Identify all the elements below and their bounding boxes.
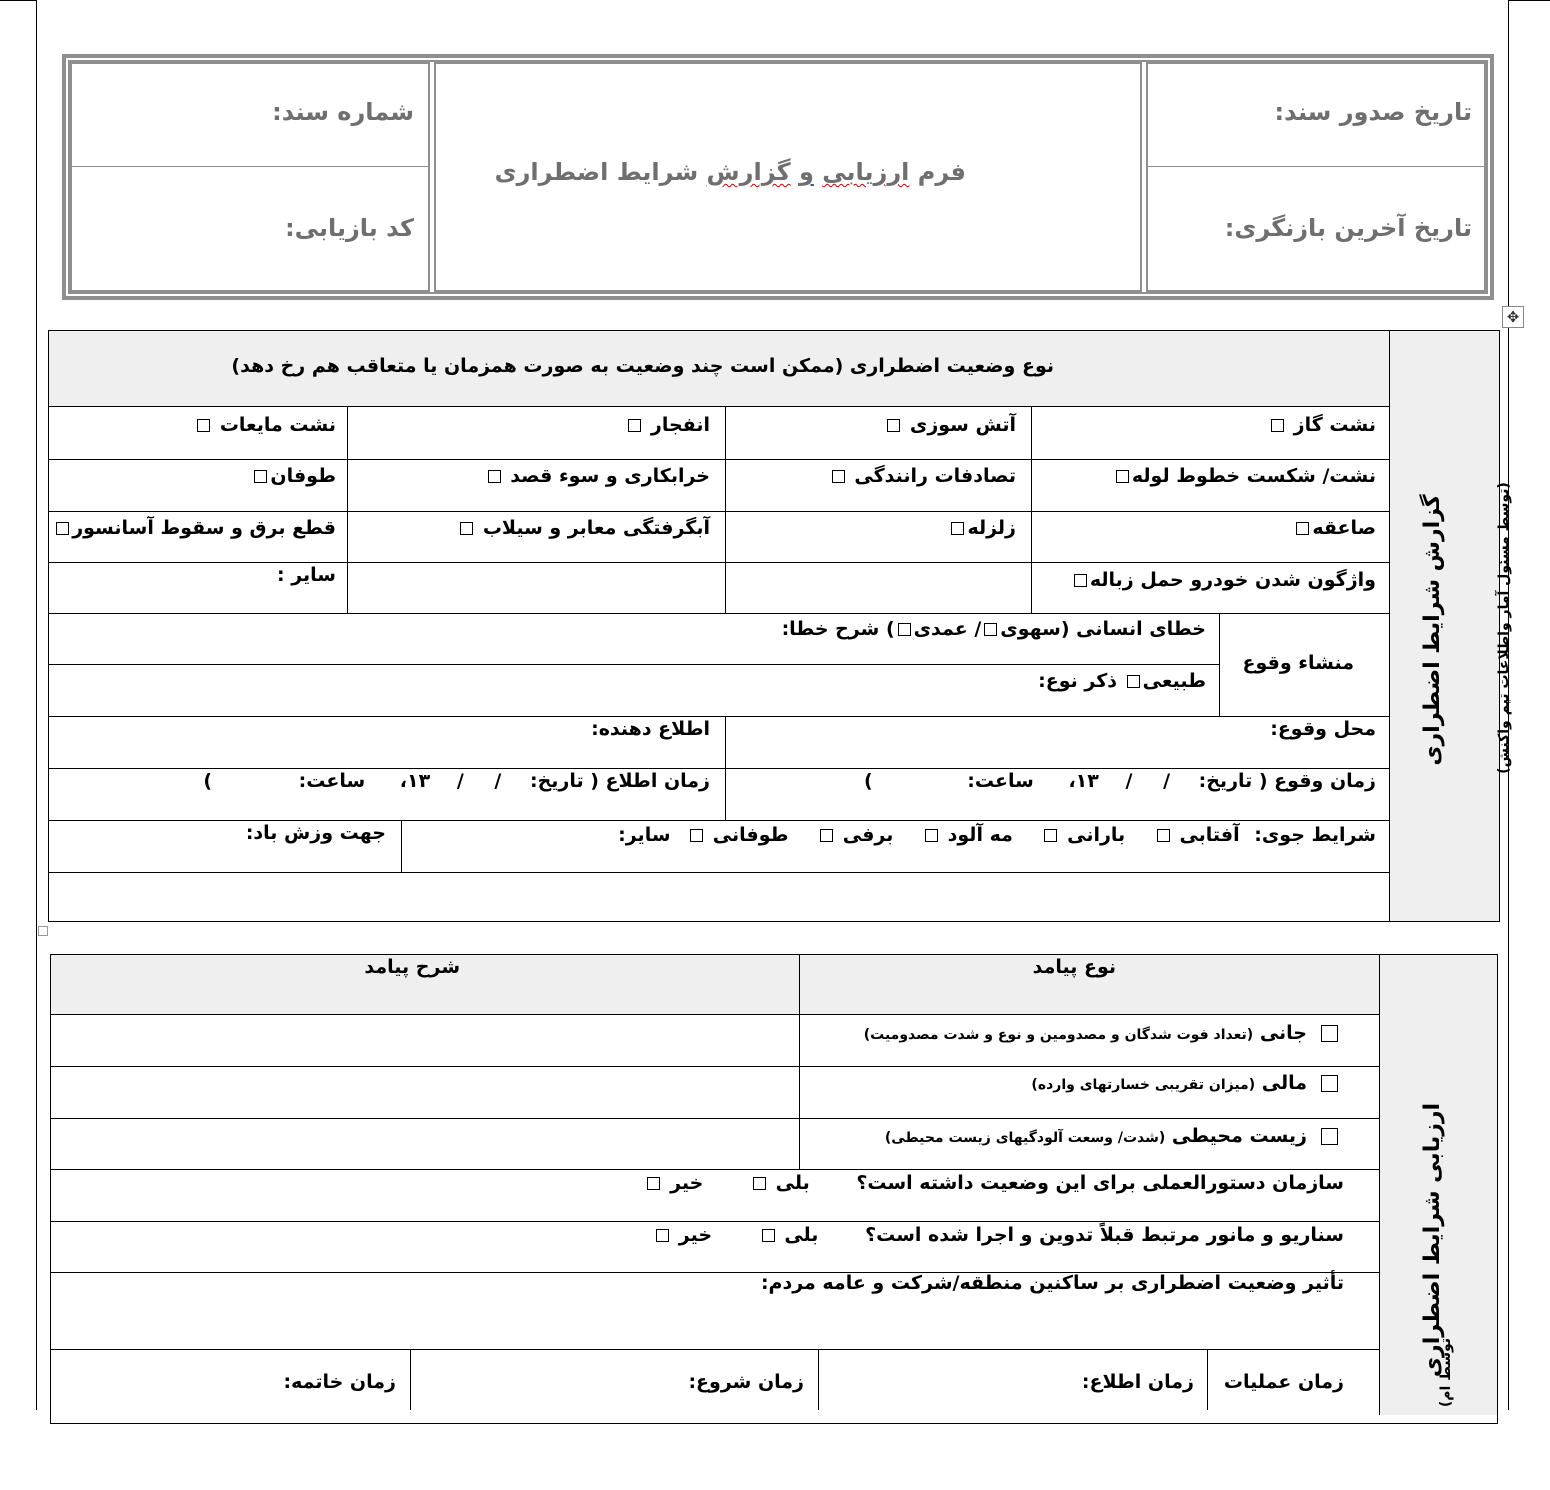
page-margin-left [36, 0, 37, 1410]
origin-label: منشاء وقوع [1242, 652, 1354, 674]
consequence-type-header: نوع پیامد [1032, 956, 1116, 978]
doc-number-label: شماره سند: [272, 98, 414, 126]
consequence-header-row [51, 955, 1379, 1015]
fire-checkbox[interactable]: آتش سوزی [884, 414, 1016, 436]
gas-leak-checkbox[interactable]: نشت گاز [1268, 414, 1376, 436]
driving-accident-checkbox[interactable]: تصادفات رانندگی [829, 465, 1016, 487]
tracking-code-label: کد بازیابی: [285, 214, 414, 242]
earthquake-checkbox[interactable]: زلزله [948, 517, 1016, 539]
notify-time-label: زمان اطلاع: [1081, 1371, 1194, 1393]
end-time-label: زمان خاتمه: [283, 1371, 396, 1393]
report-side-subtitle: (توسط مسئول آمار واطلاعات تیم واکنش) [1496, 482, 1512, 774]
assessment-side-subtitle: (توسط ام [1438, 1338, 1454, 1408]
natural-field[interactable]: طبیعی ذکر نوع: [1038, 670, 1206, 692]
location-label: محل وقوع: [1270, 718, 1376, 740]
flooding-checkbox[interactable]: آبگرفتگی معابر و سیلاب [457, 517, 710, 539]
scenario-question[interactable]: سناریو و مانور مرتبط قبلاً تدوین و اجرا شده است؟ بلی خیر [653, 1224, 1344, 1246]
liquid-leak-checkbox[interactable]: نشت مایعات [194, 414, 336, 436]
notify-time-field[interactable]: زمان اطلاع ( تاریخ: / / ۱۳، ساعت: ) [203, 770, 710, 792]
wind-direction-label: جهت وزش باد: [245, 822, 386, 844]
impact-label: تأثیر وضعیت اضطراری بر ساکنین منطقه/شرکت و عامه مردم: [760, 1272, 1344, 1294]
table-move-handle-icon[interactable]: ✥ [1502, 306, 1524, 328]
weather-field[interactable]: شرایط جوی: آفتابی بارانی مه آلود برفی طوفانی سایر: [618, 824, 1376, 846]
pipeline-checkbox[interactable]: نشت/ شکست خطوط لوله [1113, 465, 1376, 487]
storm-checkbox[interactable]: طوفان [251, 465, 336, 487]
header-left-cell [70, 62, 430, 292]
header-right-cell [1146, 62, 1486, 292]
form-title: فرم ارزیابی و گزارش شرایط اضطراری [494, 158, 966, 186]
issue-date-label: تاریخ صدور سند: [1274, 98, 1472, 126]
lightning-checkbox[interactable]: صاعقه [1293, 517, 1376, 539]
page-top-rule [0, 0, 36, 1]
consequence-desc-header: شرح پیامد [364, 956, 460, 978]
page-top-rule [1508, 0, 1550, 1]
informant-label: اطلاع دهنده: [591, 718, 710, 740]
start-time-label: زمان شروع: [688, 1371, 804, 1393]
table-resize-handle-icon[interactable] [38, 926, 48, 936]
type-heading: نوع وضعیت اضطراری (ممکن است چند وضعیت به صورت همزمان یا متعاقب هم رخ دهد) [231, 355, 1054, 377]
ops-time-label: زمان عملیات [1223, 1371, 1344, 1393]
sabotage-checkbox[interactable]: خرابکاری و سوء قصد [485, 465, 710, 487]
environmental-consequence-checkbox[interactable]: زیست محیطی (شدت/ وسعت آلودگیهای زیست محیطی) [885, 1125, 1338, 1147]
power-outage-checkbox[interactable]: قطع برق و سقوط آسانسور [53, 517, 336, 539]
explosion-checkbox[interactable]: انفجار [625, 414, 710, 436]
instruction-question[interactable]: سازمان دستورالعملی برای این وضعیت داشته است؟ بلی خیر [644, 1172, 1344, 1194]
last-review-label: تاریخ آخرین بازنگری: [1224, 214, 1472, 242]
assessment-side-title: ارزیابی شرایط اضطراری [1420, 1102, 1445, 1378]
other-type-label: سایر : [277, 564, 336, 586]
financial-consequence-checkbox[interactable]: مالی (میزان تقریبی خسارتهای وارده) [1031, 1072, 1338, 1094]
occur-time-field[interactable]: زمان وقوع ( تاریخ: / / ۱۳، ساعت: ) [863, 770, 1376, 792]
report-side-title: گزارش شرایط اضطراری [1420, 494, 1445, 766]
human-consequence-checkbox[interactable]: جانی (تعداد فوت شدگان و مصدومین و نوع و شدت مصدومیت) [864, 1022, 1338, 1044]
garbage-truck-checkbox[interactable]: واژگون شدن خودرو حمل زباله [1071, 569, 1376, 591]
human-error-field[interactable]: خطای انسانی (سهوی/ عمدی) شرح خطا: [781, 618, 1206, 640]
